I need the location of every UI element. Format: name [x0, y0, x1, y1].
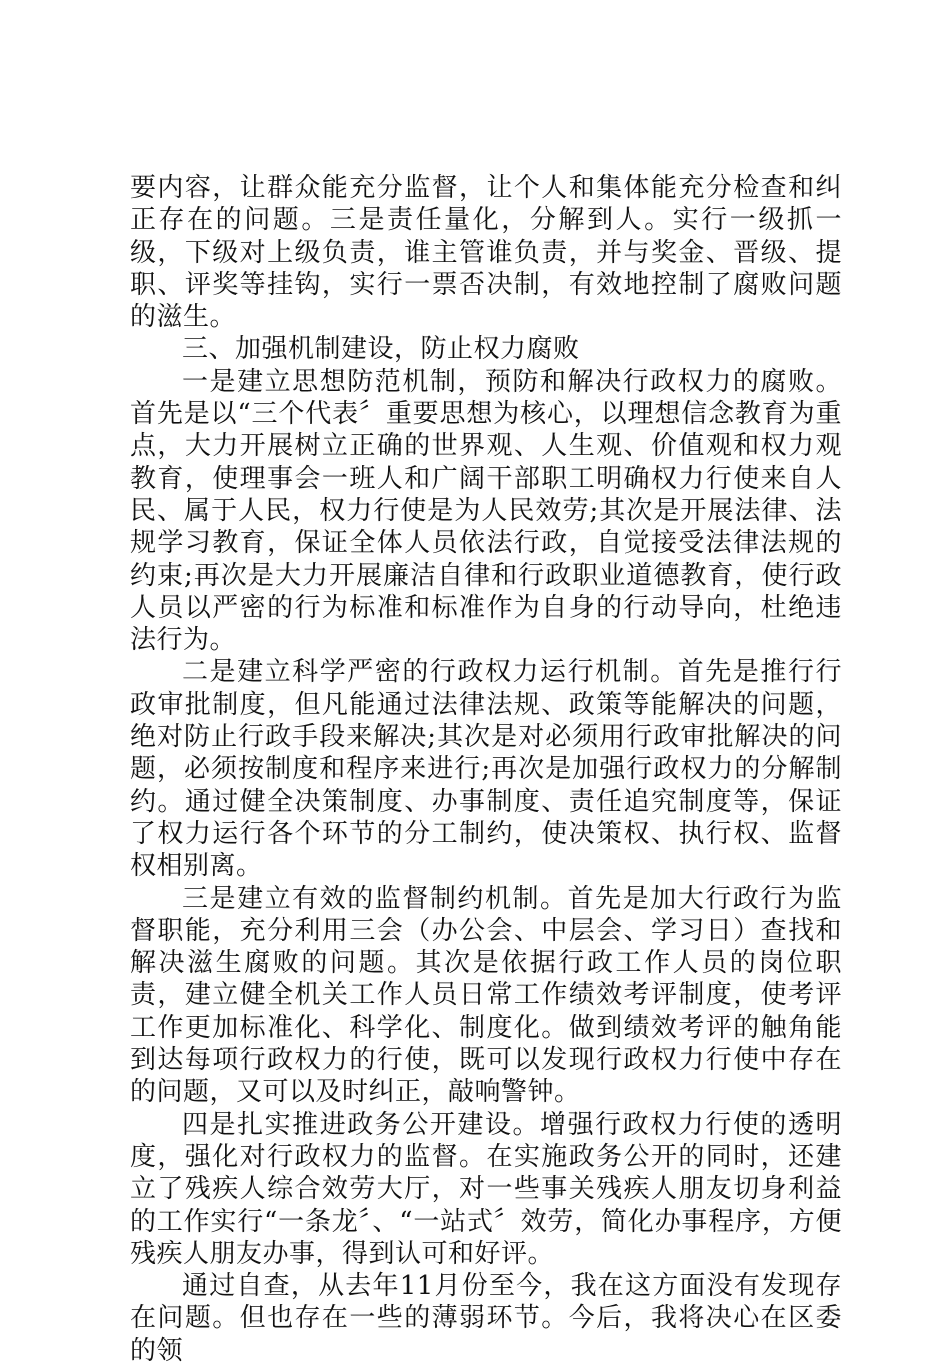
paragraph-power-operation: 二是建立科学严密的行政权力运行机制。首先是推行行政审批制度，但凡能通过法律法规、政策等能解决的问题，绝对防止行政手段来解决;其次是对必须用行政审批解决的问题，必须按制度和程序来进行;再次是加强行政权力的分解制约。通过健全决策制度、办事制度、责任追究制度等，保证了权力运行各个环节的分工制约，使决策权、执行权、监督权相别离。 [130, 657, 842, 882]
paragraph-supervision: 三是建立有效的监督制约机制。首先是加大行政行为监督职能，充分利用三会（办公会、中层会、学习日）查找和解决滋生腐败的问题。其次是依据行政工作人员的岗位职责，建立健全机关工作人员日常工作绩效考评制度，使考评工作更加标准化、科学化、制度化。做到绩效考评的触角能到达每项行政权力的行使，既可以发现行政权力行使中存在的问题，又可以及时纠正，敲响警钟。 [130, 883, 842, 1108]
paragraph-self-inspection: 通过自查，从去年11月份至今，我在这方面没有发现存在问题。但也存在一些的薄弱环节。今后，我将决心在区委的领 [130, 1271, 842, 1366]
paragraph-continuation: 要内容，让群众能充分监督，让个人和集体能充分检查和纠正存在的问题。三是责任量化，分解到人。实行一级抓一级，下级对上级负责，谁主管谁负责，并与奖金、晋级、提职、评奖等挂钩，实行一票否决制，有效地控制了腐败问题的滋生。 [130, 173, 842, 333]
section-heading: 三、加强机制建设，防止权力腐败 [182, 334, 580, 365]
paragraph-public-affairs: 四是扎实推进政务公开建设。增强行政权力行使的透明度，强化对行政权力的监督。在实施政务公开的同时，还建立了残疾人综合效劳大厅，对一些事关残疾人朋友切身利益的工作实行“一条龙〞、“一站式〞效劳，简化办事程序，方便残疾人朋友办事，得到认可和好评。 [130, 1109, 842, 1269]
document-body [130, 172, 842, 1367]
paragraph-thought-prevention: 一是建立思想防范机制，预防和解决行政权力的腐败。首先是以“三个代表〞重要思想为核心，以理想信念教育为重点，大力开展树立正确的世界观、人生观、价值观和权力观教育，使理事会一班人和广阔干部职工明确权力行使来自人民、属于人民，权力行使是为人民效劳;其次是开展法律、法规学习教育，保证全体人员依法行政，自觉接受法律法规的约束;再次是大力开展廉洁自律和行政职业道德教育，使行政人员以严密的行为标准和标准作为自身的行动导向，杜绝违法行为。 [130, 366, 842, 656]
